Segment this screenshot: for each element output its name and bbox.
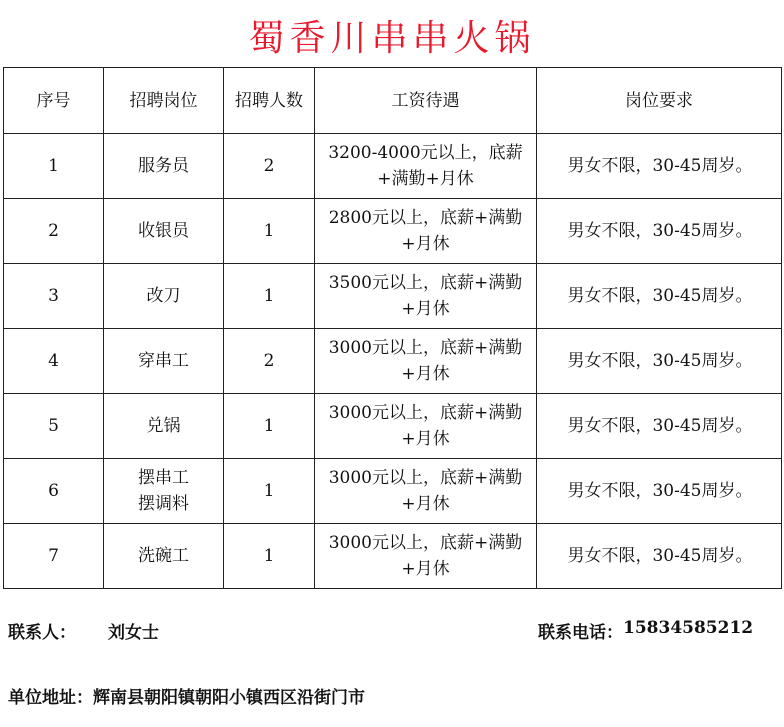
position-line: 穿串工 [138,351,189,371]
position-line: 服务员 [138,156,189,176]
cell-pay [315,329,537,394]
cell-pay [315,524,537,589]
cell-position [104,134,224,199]
cell-no: 3 [4,264,104,329]
cell-count: 2 [224,329,315,394]
contact-phone: 15834585212 [623,618,754,638]
pay-line: 3500元以上，底薪+满勤 [328,273,523,293]
pay-line: 3000元以上，底薪+满勤 [328,403,523,423]
pay-line: 3200-4000元以上，底薪 [328,143,523,163]
pay-line: 3000元以上，底薪+满勤 [328,338,523,358]
cell-count: 1 [224,199,315,264]
table-row [4,394,782,459]
cell-requirement: 男女不限，30-45周岁。 [537,524,782,589]
position-line: 兑锅 [146,416,181,436]
pay-line: +月休 [401,364,450,384]
pay-line: 2800元以上，底薪+满勤 [328,208,523,228]
position-line: 洗碗工 [138,546,189,566]
cell-no: 5 [4,394,104,459]
table-row [4,459,782,524]
cell-no: 4 [4,329,104,394]
cell-position [104,199,224,264]
cell-position [104,329,224,394]
cell-requirement: 男女不限，30-45周岁。 [537,199,782,264]
cell-requirement: 男女不限，30-45周岁。 [537,264,782,329]
cell-no: 6 [4,459,104,524]
position-line: 摆串工 [138,468,189,488]
cell-position [104,459,224,524]
position-line: 收银员 [138,221,189,241]
header-count: 招聘人数 [224,68,315,134]
cell-position [104,524,224,589]
position-line: 摆调料 [138,494,189,514]
table-row [4,264,782,329]
address-line [8,683,365,708]
header-pay: 工资待遇 [315,68,537,134]
header-position: 招聘岗位 [104,68,224,134]
pay-line: +满勤+月休 [377,169,474,189]
pay-line: +月休 [401,429,450,449]
position-line: 改刀 [146,286,181,306]
cell-requirement: 男女不限，30-45周岁。 [537,459,782,524]
cell-count: 1 [224,264,315,329]
cell-count: 1 [224,524,315,589]
table-row [4,199,782,264]
table-row [4,329,782,394]
pay-line: +月休 [401,299,450,319]
header-no: 序号 [4,68,104,134]
cell-requirement: 男女不限，30-45周岁。 [537,134,782,199]
pay-line: +月休 [401,234,450,254]
pay-line: +月休 [401,559,450,579]
cell-position [104,264,224,329]
table-header-row [4,68,782,134]
cell-position [104,394,224,459]
cell-pay [315,394,537,459]
address-label: 单位地址： [8,688,93,708]
table-row [4,524,782,589]
cell-pay [315,199,537,264]
address-value: 辉南县朝阳镇朝阳小镇西区沿街门市 [93,688,365,708]
cell-requirement: 男女不限，30-45周岁。 [537,394,782,459]
cell-pay [315,264,537,329]
cell-no: 1 [4,134,104,199]
cell-pay [315,134,537,199]
page-title: 蜀香川串串火锅 [248,18,536,59]
cell-requirement: 男女不限，30-45周岁。 [537,329,782,394]
cell-count: 1 [224,394,315,459]
pay-line: 3000元以上，底薪+满勤 [328,468,523,488]
cell-pay [315,459,537,524]
pay-line: 3000元以上，底薪+满勤 [328,533,523,553]
header-requirement: 岗位要求 [537,68,782,134]
pay-line: +月休 [401,494,450,514]
table-row [4,134,782,199]
cell-count: 2 [224,134,315,199]
cell-no: 2 [4,199,104,264]
contact-person: 刘女士 [108,623,159,643]
job-table [3,67,782,589]
contact-phone-label: 联系电话： [538,623,623,643]
cell-count: 1 [224,459,315,524]
cell-no: 7 [4,524,104,589]
contact-person-label: 联系人： [8,623,76,643]
